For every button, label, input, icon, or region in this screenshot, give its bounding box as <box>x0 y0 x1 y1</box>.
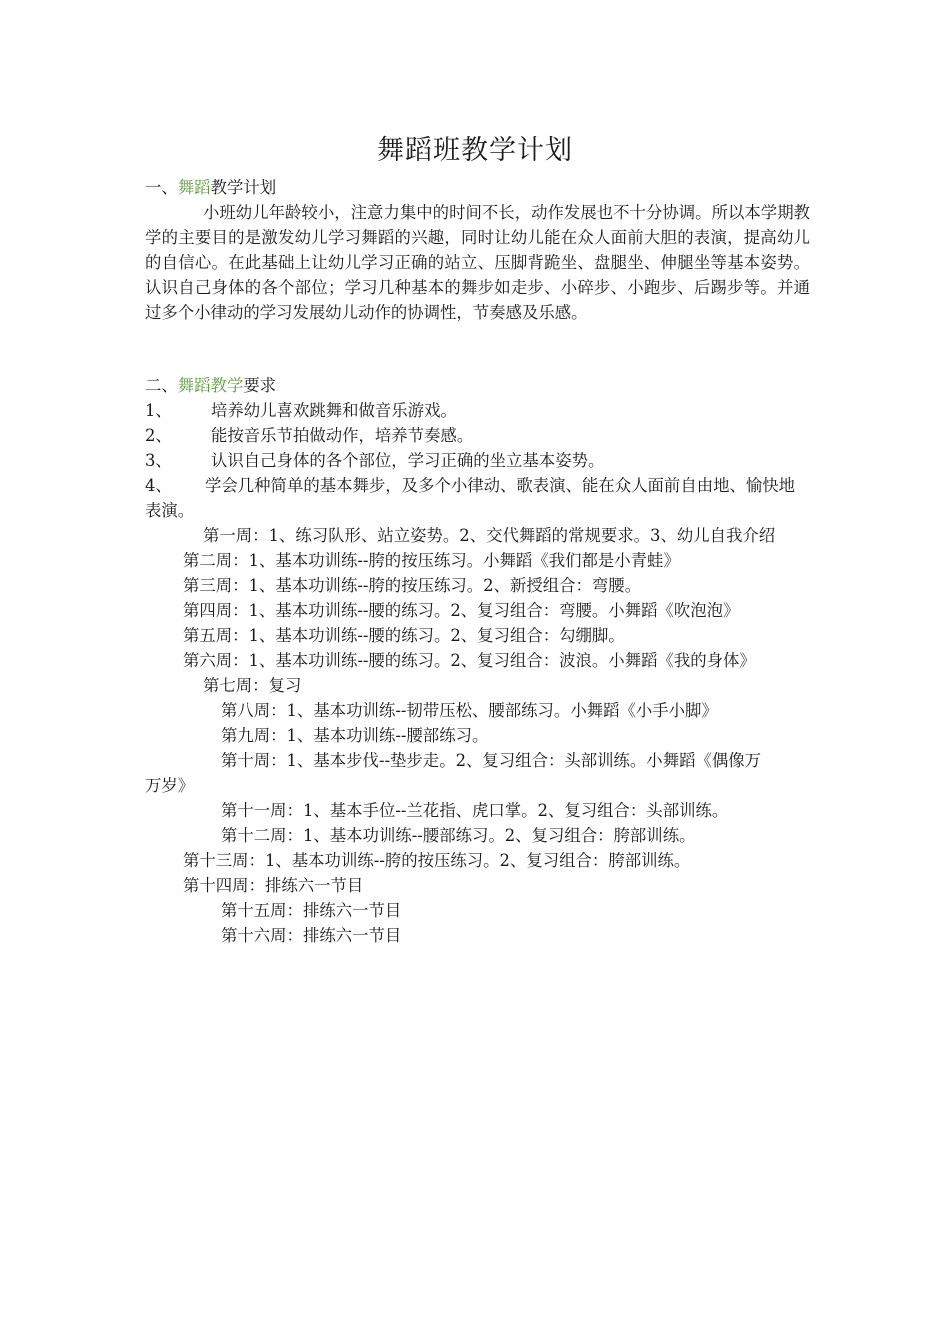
week-8: 第八周：1、基本功训练--韧带压松、腰部练习。小舞蹈《小手小脚》 <box>221 701 718 720</box>
requirement-number: 2、 <box>145 426 172 445</box>
week-10: 第十周：1、基本步伐--垫步走。2、复习组合：头部训练。小舞蹈《偶像万 <box>221 751 762 770</box>
requirement-item <box>145 398 810 423</box>
week-13: 第十三周：1、基本功训练--胯的按压练习。2、复习组合：胯部训练。 <box>183 851 691 870</box>
section-2-rest: 要求 <box>243 376 277 395</box>
section-1-prefix: 一、 <box>145 178 178 197</box>
week-15: 第十五周：排练六一节目 <box>221 901 402 920</box>
section-1-rest: 教学计划 <box>210 178 277 197</box>
section-2-heading <box>145 373 276 398</box>
week-9: 第九周：1、基本功训练--腰部练习。 <box>221 726 489 745</box>
section-2-prefix: 二、 <box>145 376 178 395</box>
section-1-heading <box>145 175 276 200</box>
intro-paragraph: 小班幼儿年龄较小，注意力集中的时间不长，动作发展也不十分协调。所以本学期教学的主要目的是激发幼儿学习舞蹈的兴趣，同时让幼儿能在众人面前大胆的表演，提高幼儿的自信心。在此基础上让幼儿学习正确的站立、压脚背跪坐、盘腿坐、伸腿坐等基本姿势。认识自己身体的各个部位；学习几种基本的舞步如走步、小碎步、小跑步、后踢步等。并通过多个小律动的学习发展幼儿动作的协调性，节奏感及乐感。 <box>145 203 810 322</box>
week-4: 第四周：1、基本功训练--腰的练习。2、复习组合：弯腰。小舞蹈《吹泡泡》 <box>183 601 740 620</box>
week-14: 第十四周：排练六一节目 <box>183 876 364 895</box>
week-5: 第五周：1、基本功训练--腰的练习。2、复习组合：勾绷脚。 <box>183 626 625 645</box>
requirement-number: 3、 <box>145 451 172 470</box>
requirement-number: 4、 <box>145 476 172 495</box>
week-6: 第六周：1、基本功训练--腰的练习。2、复习组合：波浪。小舞蹈《我的身体》 <box>183 651 756 670</box>
requirement-number: 1、 <box>145 401 172 420</box>
week-12: 第十二周：1、基本功训练--腰部练习。2、复习组合：胯部训练。 <box>221 826 696 845</box>
week-11: 第十一周：1、基本手位--兰花指、虎口掌。2、复习组合：头部训练。 <box>221 801 729 820</box>
document-title: 舞蹈班教学计划 <box>377 135 573 166</box>
requirement-item <box>145 473 810 523</box>
week-7: 第七周：复习 <box>203 676 302 695</box>
requirement-text: 培养幼儿喜欢跳舞和做音乐游戏。 <box>211 401 457 420</box>
week-10-continued: 万岁》 <box>145 776 195 795</box>
requirement-item <box>145 448 810 473</box>
section-2-highlight: 舞蹈教学 <box>177 376 244 395</box>
requirement-text: 能按音乐节拍做动作，培养节奏感。 <box>211 426 474 445</box>
requirement-text: 认识自己身体的各个部位，学习正确的坐立基本姿势。 <box>211 451 605 470</box>
week-2: 第二周：1、基本功训练--胯的按压练习。小舞蹈《我们都是小青蛙》 <box>183 551 680 570</box>
section-1-highlight: 舞蹈 <box>177 178 211 197</box>
week-16: 第十六周：排练六一节目 <box>221 926 402 945</box>
requirement-text: 学会几种简单的基本舞步，及多个小律动、歌表演、能在众人面前自由地、愉快地表演。 <box>145 476 796 520</box>
week-1: 第一周：1、练习队形、站立姿势。2、交代舞蹈的常规要求。3、幼儿自我介绍 <box>203 526 776 545</box>
week-3: 第三周：1、基本功训练--胯的按压练习。2、新授组合：弯腰。 <box>183 576 642 595</box>
requirement-item <box>145 423 810 448</box>
